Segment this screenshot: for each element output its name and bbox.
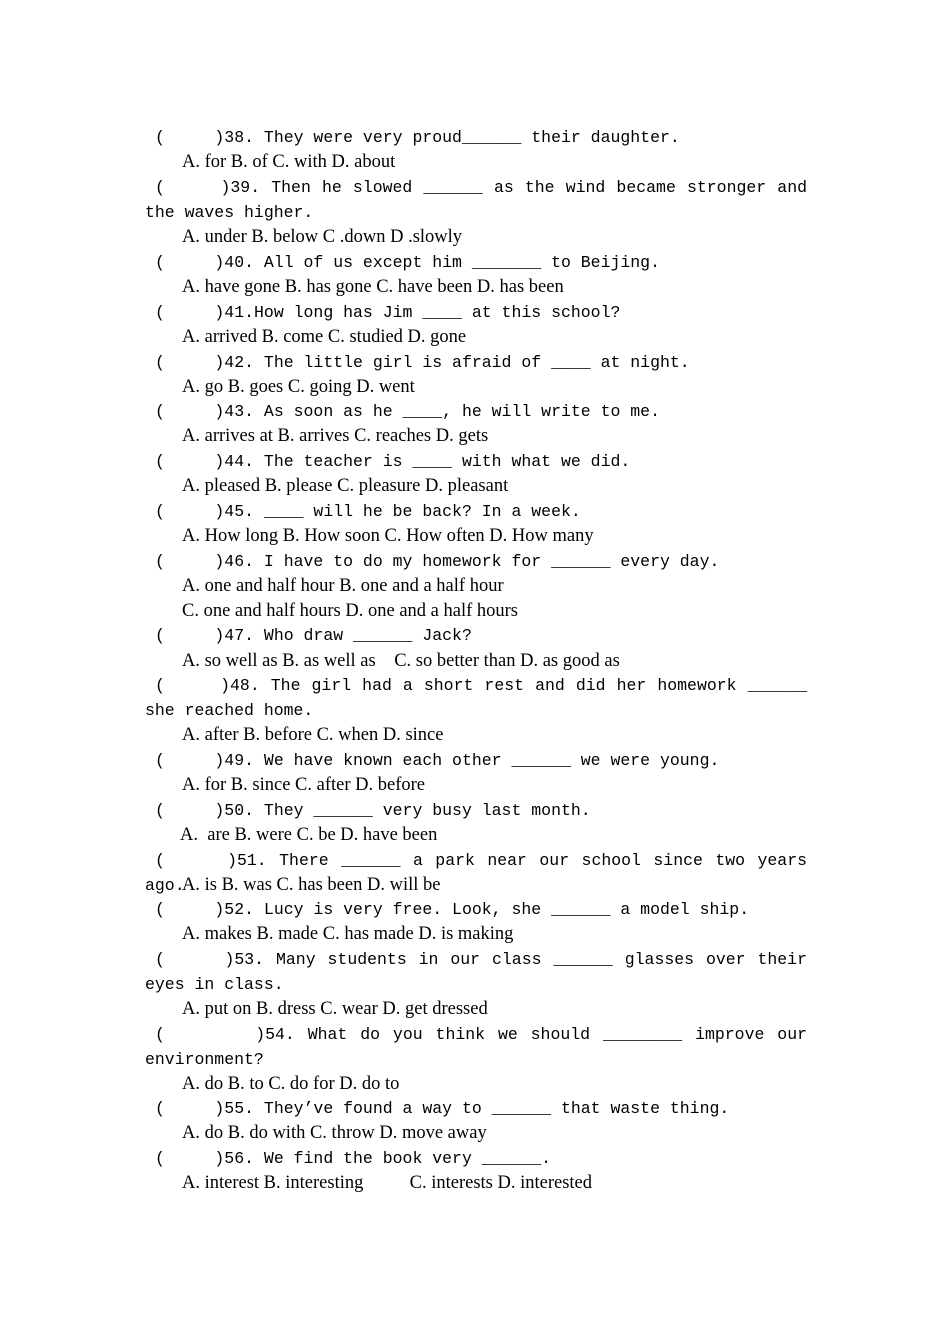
question-50-options: A. are B. were C. be D. have been [180,825,438,845]
question-40-stem: ( )40. All of us except him _______ to Beijing. [155,253,660,272]
question-46-options-line-2: C. one and half hours D. one and a half hours [182,601,518,621]
question-53-stem: ( )53. Many students in our class ______ glasses over their eyes in class. [145,950,817,994]
question-45-options: A. How long B. How soon C. How often D. How many [182,526,594,546]
question-52-stem: ( )52. Lucy is very free. Look, she ______ a model ship. [155,900,750,919]
question-48-options: A. after B. before C. when D. since [182,725,444,745]
question-48-stem: ( )48. The girl had a short rest and did her homework ______ she reached home. [145,676,817,720]
question-56-options: A. interest B. interesting C. interests D. interested [182,1173,593,1193]
question-54-options: A. do B. to C. do for D. do to [182,1074,400,1094]
question-49-stem: ( )49. We have known each other ______ we were young. [155,751,720,770]
question-38-stem: ( )38. They were very proud______ their daughter. [155,128,680,147]
question-43-stem: ( )43. As soon as he ____, he will write to me. [155,402,660,421]
question-47-stem: ( )47. Who draw ______ Jack? [155,626,472,645]
question-42-options: A. go B. goes C. going D. went [182,377,415,397]
question-55-options: A. do B. do with C. throw D. move away [182,1123,487,1143]
question-51-stem: ( )51. There ______ a park near our school since two years ago. [145,851,817,895]
question-41-stem: ( )41.How long has Jim ____ at this school? [155,303,621,322]
question-46-options-line-1: A. one and half hour B. one and a half hour [182,576,504,596]
question-42-stem: ( )42. The little girl is afraid of ____ at night. [155,353,690,372]
question-53-options: A. put on B. dress C. wear D. get dressed [182,999,488,1019]
question-49-options: A. for B. since C. after D. before [182,775,425,795]
question-46-stem: ( )46. I have to do my homework for ______ every day. [155,552,720,571]
question-41-options: A. arrived B. come C. studied D. gone [182,327,467,347]
question-54-stem: ( )54. What do you think we should ________ improve our environment? [145,1025,817,1069]
question-47-options: A. so well as B. as well as C. so better than D. as good as [182,651,620,671]
question-38-options: A. for B. of C. with D. about [182,152,396,172]
question-43-options: A. arrives at B. arrives C. reaches D. gets [182,426,489,446]
question-51-options: A. is B. was C. has been D. will be [182,875,441,895]
question-52-options: A. makes B. made C. has made D. is making [182,924,514,944]
question-45-stem: ( )45. ____ will he be back? In a week. [155,502,581,521]
question-44-options: A. pleased B. please C. pleasure D. pleasant [182,476,509,496]
question-39-options: A. under B. below C .down D .slowly [182,227,463,247]
question-44-stem: ( )44. The teacher is ____ with what we did. [155,452,631,471]
question-50-stem: ( )50. They ______ very busy last month. [155,801,591,820]
question-40-options: A. have gone B. has gone C. have been D. has been [182,277,564,297]
question-56-stem: ( )56. We find the book very ______. [155,1149,552,1168]
question-39-stem: ( )39. Then he slowed ______ as the wind became stronger and the waves higher. [145,178,817,222]
question-55-stem: ( )55. They’ve found a way to ______ that waste thing. [155,1099,730,1118]
